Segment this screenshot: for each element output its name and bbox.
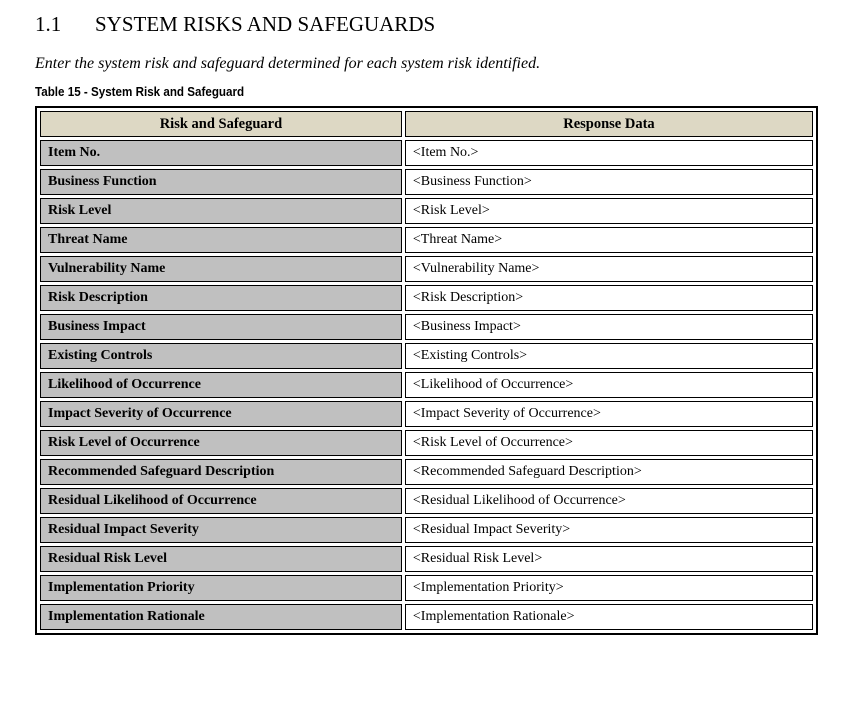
table-row bbox=[40, 343, 813, 369]
column-header-risk-safeguard: Risk and Safeguard bbox=[40, 111, 402, 137]
row-value: <Risk Level> bbox=[405, 198, 813, 224]
row-label: Vulnerability Name bbox=[40, 256, 402, 282]
row-label: Risk Description bbox=[40, 285, 402, 311]
table-row bbox=[40, 575, 813, 601]
table-header-row bbox=[40, 111, 813, 137]
table-row bbox=[40, 140, 813, 166]
risk-safeguard-table bbox=[35, 106, 818, 635]
row-label: Residual Likelihood of Occurrence bbox=[40, 488, 402, 514]
row-value: <Existing Controls> bbox=[405, 343, 813, 369]
row-label: Business Impact bbox=[40, 314, 402, 340]
row-label: Recommended Safeguard Description bbox=[40, 459, 402, 485]
table-body bbox=[40, 140, 813, 630]
row-value: <Implementation Rationale> bbox=[405, 604, 813, 630]
table-row bbox=[40, 285, 813, 311]
table-row bbox=[40, 430, 813, 456]
row-label: Existing Controls bbox=[40, 343, 402, 369]
section-title: SYSTEM RISKS AND SAFEGUARDS bbox=[95, 12, 436, 36]
row-value: <Impact Severity of Occurrence> bbox=[405, 401, 813, 427]
table-row bbox=[40, 372, 813, 398]
row-value: <Likelihood of Occurrence> bbox=[405, 372, 813, 398]
row-value: <Implementation Priority> bbox=[405, 575, 813, 601]
table-row bbox=[40, 256, 813, 282]
row-label: Risk Level of Occurrence bbox=[40, 430, 402, 456]
row-label: Residual Impact Severity bbox=[40, 517, 402, 543]
row-label: Likelihood of Occurrence bbox=[40, 372, 402, 398]
table-row bbox=[40, 459, 813, 485]
row-value: <Vulnerability Name> bbox=[405, 256, 813, 282]
table-row bbox=[40, 169, 813, 195]
instruction-text: Enter the system risk and safeguard determined for each system risk identified. bbox=[35, 55, 541, 73]
row-value: <Risk Level of Occurrence> bbox=[405, 430, 813, 456]
column-header-response-data: Response Data bbox=[405, 111, 813, 137]
table-row bbox=[40, 401, 813, 427]
row-label: Implementation Priority bbox=[40, 575, 402, 601]
section-heading bbox=[35, 12, 819, 37]
row-value: <Residual Impact Severity> bbox=[405, 517, 813, 543]
table-row bbox=[40, 604, 813, 630]
row-value: <Business Function> bbox=[405, 169, 813, 195]
table-row bbox=[40, 227, 813, 253]
row-label: Item No. bbox=[40, 140, 402, 166]
row-value: <Business Impact> bbox=[405, 314, 813, 340]
row-label: Risk Level bbox=[40, 198, 402, 224]
table-row bbox=[40, 546, 813, 572]
row-label: Business Function bbox=[40, 169, 402, 195]
row-label: Residual Risk Level bbox=[40, 546, 402, 572]
row-value: <Residual Risk Level> bbox=[405, 546, 813, 572]
section-number: 1.1 bbox=[35, 12, 62, 36]
row-label: Implementation Rationale bbox=[40, 604, 402, 630]
row-value: <Recommended Safeguard Description> bbox=[405, 459, 813, 485]
table-row bbox=[40, 488, 813, 514]
row-value: <Threat Name> bbox=[405, 227, 813, 253]
table-row bbox=[40, 198, 813, 224]
row-value: <Risk Description> bbox=[405, 285, 813, 311]
table-row bbox=[40, 517, 813, 543]
row-value: <Item No.> bbox=[405, 140, 813, 166]
table-caption: Table 15 - System Risk and Safeguard bbox=[35, 85, 245, 100]
row-value: <Residual Likelihood of Occurrence> bbox=[405, 488, 813, 514]
table-row bbox=[40, 314, 813, 340]
row-label: Impact Severity of Occurrence bbox=[40, 401, 402, 427]
row-label: Threat Name bbox=[40, 227, 402, 253]
